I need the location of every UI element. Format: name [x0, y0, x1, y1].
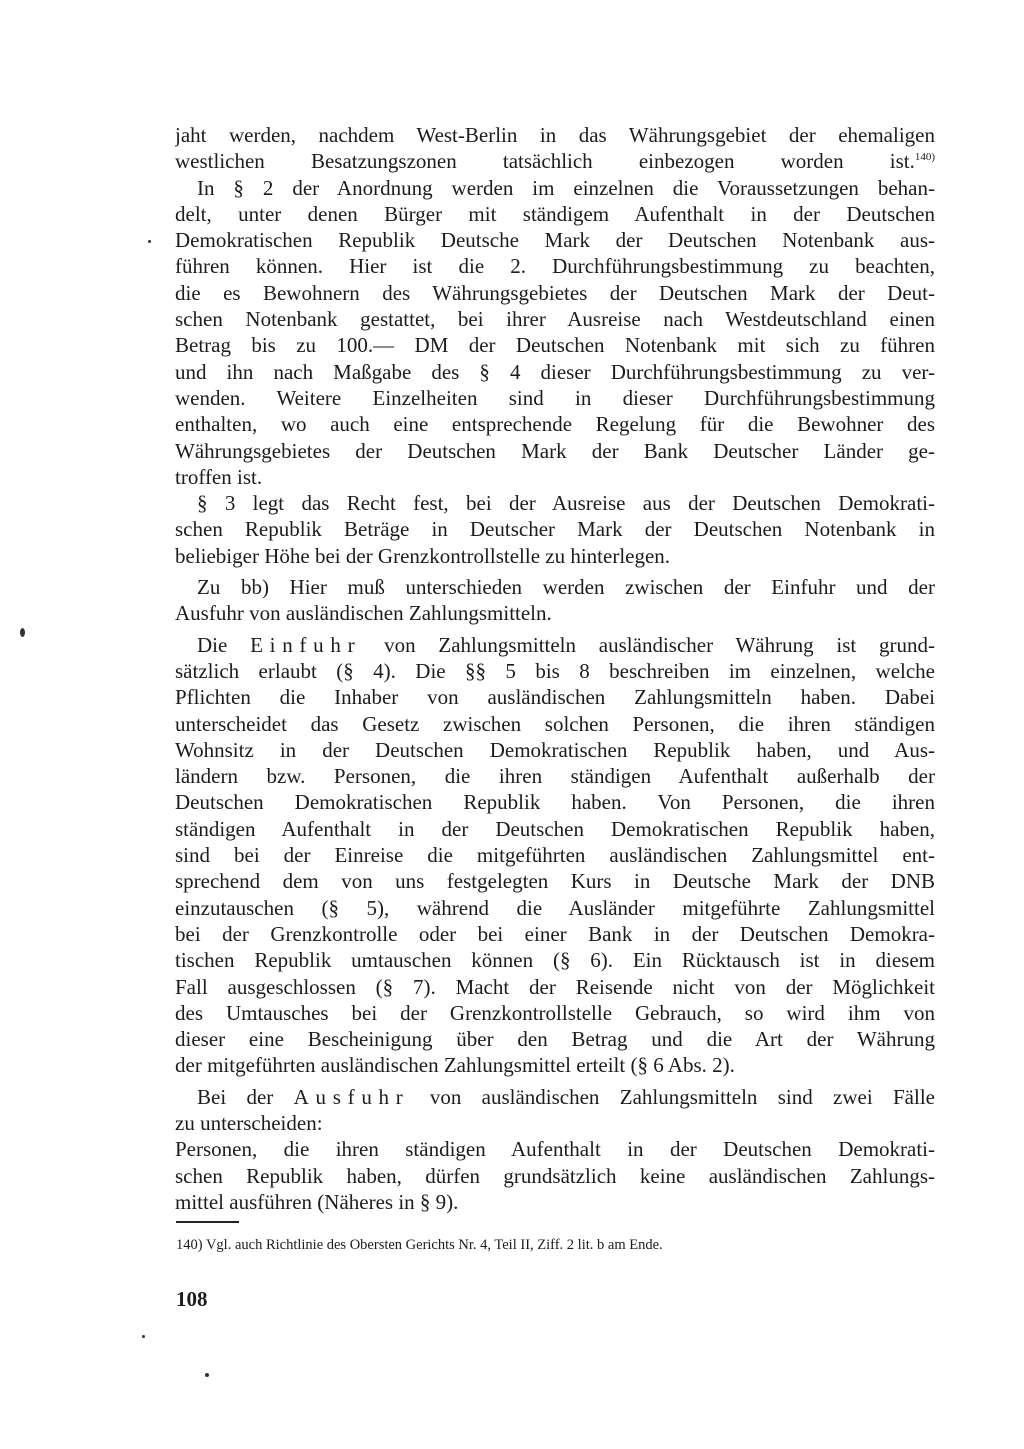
emphasized-word: Einfuhr [250, 632, 362, 657]
text-line [175, 464, 935, 490]
text-line [175, 332, 935, 358]
text-fragment: ständigen Aufenthalt in der Deutschen Demokratischen Republik haben, [175, 816, 935, 841]
text-line [175, 1084, 935, 1110]
body-text [175, 122, 935, 1215]
text-fragment: Fall ausgeschlossen (§ 7). Macht der Reisende nicht von der Möglichkeit [175, 974, 935, 999]
text-fragment: tischen Republik umtauschen können (§ 6). Ein Rücktausch ist in diesem [175, 948, 935, 973]
text-fragment: § 3 legt das Recht fest, bei der Ausreise aus der Deutschen Demokrati- [197, 491, 935, 516]
text-fragment: enthalten, wo auch eine entsprechende Regelung für die Bewohner des [175, 412, 935, 437]
text-fragment: Zu bb) Hier muß unterschieden werden zwischen der Einfuhr und der [197, 575, 935, 600]
text-fragment: wenden. Weitere Einzelheiten sind in dieser Durchführungsbestimmung [175, 385, 935, 410]
text-fragment: bei der Grenzkontrolle oder bei einer Bank in der Deutschen Demokra- [175, 921, 935, 946]
footnote-marker: 140) [914, 151, 935, 164]
text-line [175, 306, 935, 332]
text-fragment: schen Notenbank gestattet, bei ihrer Ausreise nach Westdeutschland einen [175, 307, 935, 332]
text-fragment: zu unterscheiden: [175, 1110, 323, 1135]
text-line [175, 175, 935, 201]
text-fragment: Pflichten die Inhaber von ausländischen Zahlungsmitteln haben. Dabei [175, 685, 935, 710]
text-line [175, 711, 935, 737]
text-line [175, 816, 935, 842]
text-fragment: Wohnsitz in der Deutschen Demokratischen Republik haben, und Aus- [175, 737, 935, 762]
text-line [175, 632, 935, 658]
text-line [175, 490, 935, 516]
text-fragment: dieser eine Bescheinigung über den Betrag und die Art der Währung [175, 1027, 935, 1052]
text-fragment: In § 2 der Anordnung werden im einzelnen die Voraussetzungen behan- [197, 175, 935, 200]
text-fragment: Deutschen Demokratischen Republik haben. Von Personen, die ihren [175, 790, 935, 815]
scan-speck [148, 240, 151, 243]
text-line [175, 201, 935, 227]
text-line [175, 600, 935, 626]
text-line [175, 1163, 935, 1189]
footnote-rule [176, 1221, 239, 1223]
footnote: 140) Vgl. auch Richtlinie des Obersten Gerichts Nr. 4, Teil II, Ziff. 2 lit. b am Ende. [176, 1237, 663, 1253]
text-fragment: Personen, die ihren ständigen Aufenthalt in der Deutschen Demokrati- [175, 1137, 935, 1162]
text-line [175, 947, 935, 973]
text-fragment: schen Republik haben, dürfen grundsätzlich keine ausländischen Zahlungs- [175, 1163, 935, 1188]
text-fragment: sind bei der Einreise die mitgeführten ausländischen Zahlungsmittel ent- [175, 843, 935, 868]
text-fragment: von ausländischen Zahlungsmitteln sind zwei Fälle [409, 1084, 935, 1109]
text-fragment: ländern bzw. Personen, die ihren ständigen Aufenthalt außerhalb der [175, 764, 935, 789]
text-fragment: sprechend dem von uns festgelegten Kurs in Deutsche Mark der DNB [175, 869, 935, 894]
text-line [175, 516, 935, 542]
text-fragment: die es Bewohnern des Währungsgebietes der Deutschen Mark der Deut- [175, 280, 935, 305]
text-line [175, 122, 935, 148]
text-fragment: unterscheidet das Gesetz zwischen solchen Personen, die ihren ständigen [175, 711, 935, 736]
page-number: 108 [176, 1287, 208, 1311]
text-line [175, 438, 935, 464]
text-line [175, 411, 935, 437]
text-line [175, 737, 935, 763]
text-line [175, 1026, 935, 1052]
text-line [175, 868, 935, 894]
text-fragment: Währungsgebietes der Deutschen Mark der Bank Deutscher Länder ge- [175, 438, 935, 463]
text-line [175, 1110, 935, 1136]
text-line [175, 280, 935, 306]
scan-speck [205, 1373, 209, 1377]
text-fragment: führen können. Hier ist die 2. Durchführungsbestimmung zu beachten, [175, 254, 935, 279]
text-line [175, 684, 935, 710]
text-fragment: troffen ist. [175, 464, 263, 489]
text-fragment: der mitgeführten ausländischen Zahlungsmittel erteilt (§ 6 Abs. 2). [175, 1053, 735, 1078]
text-fragment: westlichen Besatzungszonen tatsächlich einbezogen worden ist. [175, 149, 915, 174]
text-line [175, 253, 935, 279]
text-fragment: Demokratischen Republik Deutsche Mark der Deutschen Notenbank aus- [175, 228, 935, 253]
text-fragment: Die [197, 632, 251, 657]
text-fragment: einzutauschen (§ 5), während die Ausländer mitgeführte Zahlungsmittel [175, 895, 935, 920]
text-fragment: jaht werden, nachdem West-Berlin in das Währungsgebiet der ehemaligen [175, 123, 935, 147]
text-line [175, 543, 935, 569]
text-line [175, 1136, 935, 1162]
text-line [175, 148, 935, 174]
text-fragment: mittel ausführen (Näheres in § 9). [175, 1189, 459, 1214]
text-line [175, 385, 935, 411]
text-line [175, 1052, 935, 1078]
text-fragment: und ihn nach Maßgabe des § 4 dieser Durchführungsbestimmung zu ver- [175, 359, 935, 384]
text-line [175, 1189, 935, 1215]
text-line [175, 974, 935, 1000]
text-fragment: Ausfuhr von ausländischen Zahlungsmitteln. [175, 601, 552, 626]
text-fragment: Bei der [197, 1084, 294, 1109]
text-fragment: Betrag bis zu 100.— DM der Deutschen Notenbank mit sich zu führen [175, 333, 935, 358]
text-line [175, 658, 935, 684]
text-line [175, 895, 935, 921]
text-line [175, 359, 935, 385]
text-line [175, 763, 935, 789]
text-line [175, 789, 935, 815]
scan-speck [142, 1335, 145, 1338]
text-line [175, 921, 935, 947]
text-fragment: schen Republik Beträge in Deutscher Mark der Deutschen Notenbank in [175, 517, 935, 542]
emphasized-word: Ausfuhr [293, 1084, 410, 1109]
text-line [175, 842, 935, 868]
scan-speck [20, 628, 25, 637]
text-line [175, 227, 935, 253]
text-line [175, 1000, 935, 1026]
text-fragment: des Umtausches bei der Grenzkontrollstelle Gebrauch, so wird ihm von [175, 1000, 935, 1025]
text-fragment: beliebiger Höhe bei der Grenzkontrollstelle zu hinterlegen. [175, 543, 671, 568]
text-fragment: von Zahlungsmitteln ausländischer Währung ist grund- [361, 632, 935, 657]
text-fragment: sätzlich erlaubt (§ 4). Die §§ 5 bis 8 beschreiben im einzelnen, welche [175, 658, 935, 683]
text-line [175, 574, 935, 600]
text-fragment: delt, unter denen Bürger mit ständigem Aufenthalt in der Deutschen [175, 201, 935, 226]
